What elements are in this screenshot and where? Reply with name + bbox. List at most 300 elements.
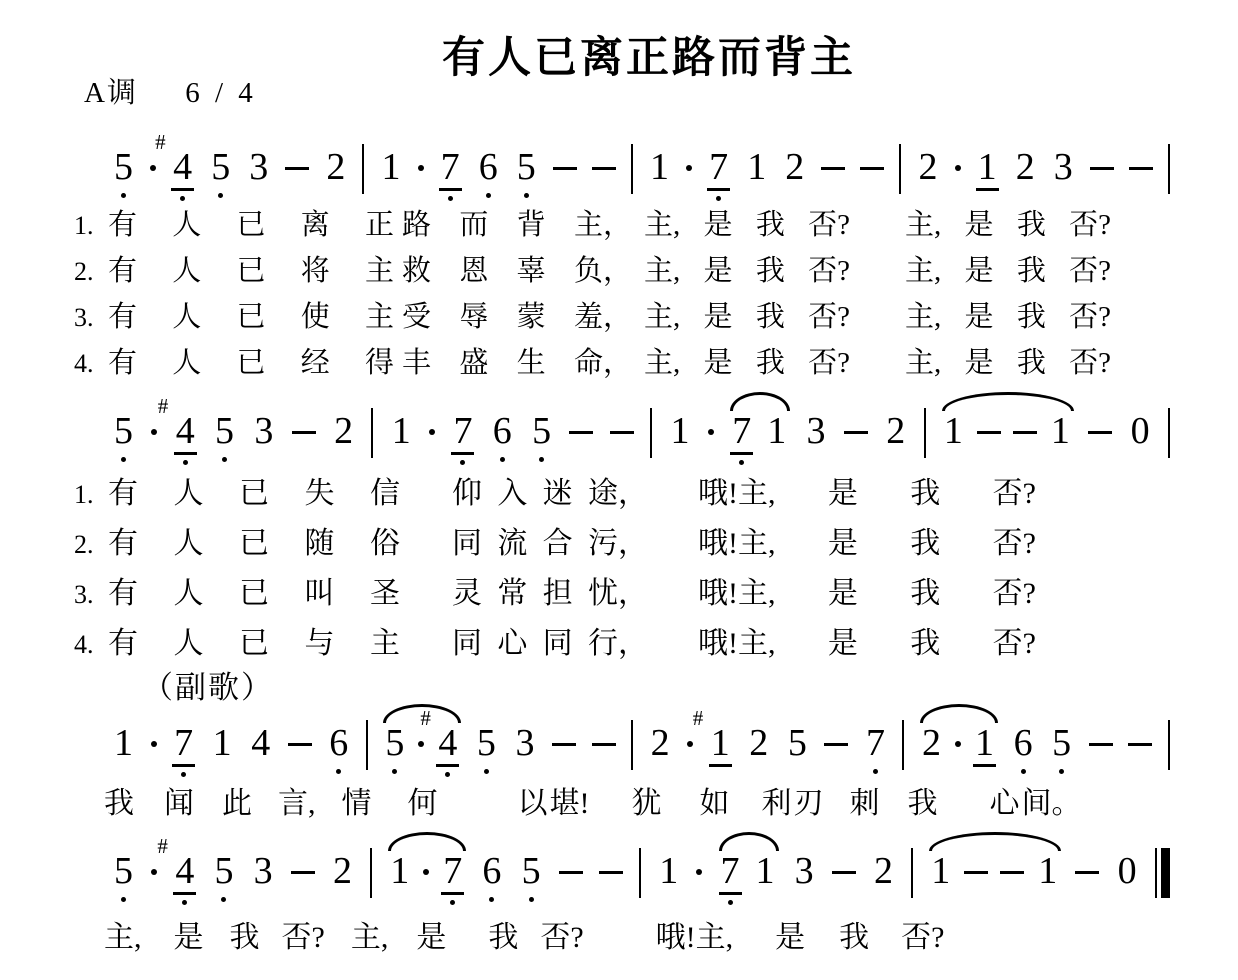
note-digit: 1: [755, 850, 775, 892]
duration-dot: [708, 429, 714, 435]
lyric-char: 已: [236, 255, 266, 287]
note: [249, 722, 272, 764]
note: [520, 850, 543, 902]
duration-dot: [687, 741, 693, 747]
lyric-char: 主,: [644, 347, 681, 379]
lyric-char: 已: [239, 477, 269, 510]
lyric-char: 我: [907, 787, 938, 820]
lyric-char: 叫: [304, 577, 335, 610]
duration-dot: [423, 869, 429, 875]
note-digit: 1: [973, 722, 996, 767]
lyric-char: 人: [173, 477, 204, 510]
note: [331, 850, 354, 892]
barline: [1168, 144, 1170, 194]
duration-dot: [151, 869, 157, 875]
note: [730, 410, 753, 465]
note: [515, 146, 538, 198]
lyric-char: 主,: [905, 255, 942, 287]
note-digit: 2: [334, 410, 354, 452]
duration-dash: [592, 743, 616, 746]
lyric-char: 是: [827, 627, 858, 660]
lyric-char: 已: [236, 209, 266, 241]
low-octave-dot: [392, 769, 397, 774]
lyric-char: 辱: [459, 301, 489, 333]
lyric-char: 是: [703, 347, 733, 379]
chorus-label: （副歌）: [142, 670, 274, 705]
note-digit: 5: [532, 410, 552, 452]
lyric-char: 主,: [104, 921, 142, 954]
duration-dot: [418, 165, 424, 171]
lyric-char: 已: [239, 527, 269, 560]
note: [477, 146, 500, 198]
lyric-char: 已: [239, 577, 269, 610]
note: [252, 850, 275, 892]
lyric-char: 担: [542, 577, 573, 610]
low-octave-dot: [728, 900, 733, 905]
note-digit: 7: [707, 146, 730, 191]
note-digit: 1: [670, 410, 690, 452]
note-digit: 7: [730, 410, 753, 455]
note-digit: 2: [326, 146, 346, 188]
lyric-char: 我: [755, 301, 785, 333]
lyric-char: 否?: [992, 627, 1036, 660]
note: [1129, 410, 1152, 452]
lyric-char: 忧，: [587, 577, 648, 610]
duration-dash: [1090, 167, 1114, 170]
lyric-char: 人: [172, 301, 202, 333]
lyric-char: 是: [827, 477, 858, 510]
note-digit: 3: [794, 850, 814, 892]
note: [765, 410, 788, 452]
note-digit: 5: [516, 146, 536, 188]
duration-dash: [553, 167, 577, 170]
note-digit: 1: [931, 850, 951, 892]
lyric-char: 离: [300, 209, 330, 241]
slur-group: [730, 410, 788, 465]
lyric-char: 主: [364, 301, 394, 333]
time-signature: 6 / 4: [185, 77, 257, 109]
lyric-char: 俗: [370, 527, 400, 560]
note: [942, 410, 965, 452]
low-octave-dot: [182, 900, 187, 905]
note-digit: 2: [918, 146, 938, 188]
duration-dot: [418, 741, 424, 747]
note-digit: 4: [174, 410, 197, 455]
duration-dot: [686, 165, 692, 171]
lyric-char: 哦!主,: [655, 921, 734, 954]
note-digit: 5: [385, 722, 405, 764]
note-digit: 3: [806, 410, 826, 452]
lyric-char: 刺: [849, 787, 880, 820]
music-line-2: [112, 394, 1170, 474]
note: [475, 722, 498, 774]
lyric-char: 否?: [992, 527, 1036, 560]
note: [390, 410, 413, 452]
note-digit: 1: [976, 146, 999, 191]
verse-number: 3.: [74, 303, 94, 332]
lyric-segment: [644, 340, 850, 381]
note: [157, 834, 196, 905]
lyric-char: 与: [304, 627, 335, 660]
verse-row: [0, 618, 1238, 668]
duration-dash: [610, 431, 634, 434]
lyric-segment: [905, 202, 1111, 243]
lyric-char: 救: [402, 255, 432, 287]
lyric-char: 否?: [1069, 255, 1111, 287]
low-octave-dot: [484, 769, 489, 774]
lyric-char: 否?: [808, 301, 850, 333]
lyric-char: 有: [108, 255, 138, 287]
note-digit: 5: [114, 410, 133, 452]
lyric-char: 哦!主,: [698, 627, 776, 660]
lyric-char: 主: [370, 627, 400, 660]
duration-dot: [955, 741, 961, 747]
lyric-segment: [108, 340, 394, 381]
note: [719, 850, 742, 905]
low-octave-dot: [183, 460, 188, 465]
lyric-char: 否?: [808, 209, 850, 241]
lyric-char: 主,: [644, 301, 681, 333]
note-digit: 1: [114, 722, 133, 764]
lyric-char: 是: [827, 527, 858, 560]
note-digit: 5: [521, 850, 541, 892]
lyric-segment: [905, 248, 1111, 289]
lyric-segment: [698, 518, 1036, 562]
note: [657, 850, 680, 892]
lyric-char: 主，: [573, 209, 632, 241]
lyric-segment: [644, 202, 850, 243]
note-digit: 7: [439, 146, 462, 191]
lyric-char: 哦!主,: [698, 577, 776, 610]
note: [649, 722, 672, 764]
lyric-char: 是: [703, 209, 733, 241]
lyric-char: 路: [402, 209, 432, 241]
note: [247, 146, 270, 188]
lyric-char: 否?: [281, 921, 325, 954]
lyric-char: 我: [1016, 209, 1046, 241]
duration-dash: [552, 743, 576, 746]
lyric-char: 污，: [587, 527, 648, 560]
lyric-segment: [108, 518, 400, 562]
note-digit: 5: [1052, 722, 1072, 764]
lyric-char: 主: [364, 255, 394, 287]
slur-arc: [942, 392, 1074, 411]
sharp-icon: #: [155, 130, 166, 154]
slur-arc: [920, 704, 998, 723]
lyric-char: 主,: [905, 347, 942, 379]
lyric-segment: [644, 248, 850, 289]
note-digit: 2: [749, 722, 769, 764]
duration-dash: [860, 167, 884, 170]
duration-dash: [844, 431, 868, 434]
lyric-char: 否?: [1069, 209, 1111, 241]
lyric-char: 主,: [905, 209, 942, 241]
note-digit: 7: [441, 850, 464, 895]
lyric-char: 受: [402, 301, 432, 333]
lyric-char: 使: [300, 301, 330, 333]
low-octave-dot: [529, 897, 534, 902]
lyric-segment: [108, 568, 400, 612]
lyric-char: 是: [964, 347, 994, 379]
note: [793, 850, 816, 892]
lyric-char: 迷: [542, 477, 573, 510]
low-octave-dot: [489, 897, 494, 902]
barline: [366, 720, 368, 770]
lyric-char: 否?: [901, 921, 945, 954]
note-digit: 3: [254, 410, 274, 452]
lyric-char: 否?: [1069, 347, 1111, 379]
lyric-char: 途，: [587, 477, 648, 510]
lyric-char: 合: [542, 527, 573, 560]
song-title: 有人已离正路而背主: [442, 34, 856, 82]
low-octave-dot: [524, 193, 529, 198]
note: [112, 722, 135, 764]
duration-dash: [964, 871, 988, 874]
duration-dash: [569, 431, 593, 434]
note: [380, 146, 403, 188]
note-digit: 6: [1013, 722, 1033, 764]
lyric-char: 人: [172, 255, 202, 287]
note: [929, 850, 952, 892]
note: [332, 410, 355, 452]
lyric-char: 我: [755, 347, 785, 379]
lyric-char: 有: [108, 577, 138, 610]
verse-row: [0, 518, 1238, 568]
low-octave-dot: [121, 193, 126, 198]
verse-section-1: [0, 202, 1238, 386]
note: [1116, 850, 1139, 892]
verse-number: 1.: [74, 480, 94, 509]
duration-dash: [1000, 871, 1024, 874]
lyric-char: 堪!: [549, 787, 590, 820]
lyric-char: 言,: [278, 787, 316, 820]
lyric-char: 有: [108, 527, 138, 560]
lyric-char: 我: [1016, 255, 1046, 287]
lyric-segment: [452, 618, 648, 662]
lyric-char: 盛: [459, 347, 489, 379]
note-digit: 5: [476, 722, 496, 764]
lyric-char: 否?: [1069, 301, 1111, 333]
slur-group: [929, 850, 1059, 892]
note: [212, 850, 235, 902]
note: [669, 410, 692, 452]
lyric-char: 命，: [573, 347, 632, 379]
note-digit: 5: [787, 722, 807, 764]
note-digit: 2: [886, 410, 906, 452]
lyric-char: 灵: [452, 577, 482, 610]
lyric-segment: [698, 468, 1036, 512]
lyric-segment: [108, 202, 394, 243]
note: [754, 850, 777, 892]
lyric-char: 得: [364, 347, 394, 379]
low-octave-dot: [448, 196, 453, 201]
lyric-char: 有: [108, 209, 138, 241]
duration-dash: [1013, 431, 1037, 434]
lyric-char: 正: [364, 209, 394, 241]
sharp-icon: #: [157, 834, 168, 858]
chorus-lyrics-line: [0, 778, 1238, 822]
lyric-char: 我: [1016, 301, 1046, 333]
note: [211, 722, 234, 764]
music-line-3: [112, 706, 1170, 786]
duration-dot: [429, 429, 435, 435]
lyric-segment: [108, 468, 400, 512]
duration-dash: [559, 871, 583, 874]
lyric-char: 心: [497, 627, 528, 660]
duration-dash: [1075, 871, 1099, 874]
note: [884, 410, 907, 452]
duration-dash: [1089, 743, 1113, 746]
verse-row: [0, 202, 1238, 248]
low-octave-dot: [218, 193, 223, 198]
lyric-char: 人: [173, 527, 204, 560]
note: [172, 722, 195, 777]
lyric-char: 已: [239, 627, 269, 660]
barline: [899, 144, 901, 194]
low-octave-dot: [1021, 769, 1026, 774]
low-octave-dot: [739, 460, 744, 465]
note-digit: 1: [709, 722, 732, 767]
duration-dash: [291, 871, 315, 874]
lyric-segment: [698, 568, 1036, 612]
verse-row: [0, 294, 1238, 340]
verse-number: 4.: [74, 630, 94, 659]
note: [491, 410, 514, 462]
lyric-char: 否?: [808, 347, 850, 379]
music-line-4: [112, 834, 1170, 914]
slur-arc: [388, 832, 466, 851]
lyric-char: 同: [542, 627, 573, 660]
low-octave-dot: [486, 193, 491, 198]
lyric-char: 是: [775, 921, 806, 954]
lyric-segment: [402, 248, 632, 289]
lyric-segment: [698, 618, 1036, 662]
note: [441, 850, 464, 905]
note: [252, 410, 275, 452]
note-digit: 1: [747, 146, 767, 188]
verse-row: [0, 568, 1238, 618]
verse-number: 3.: [74, 580, 94, 609]
verse-row: [0, 248, 1238, 294]
note: [805, 410, 828, 452]
note-digit: 7: [719, 850, 742, 895]
barline: [1168, 408, 1170, 458]
note-digit: 2: [785, 146, 805, 188]
note: [157, 394, 197, 465]
duration-dash: [1129, 167, 1153, 170]
slur-group: [942, 410, 1072, 452]
note: [973, 722, 996, 767]
lyric-char: 丰: [402, 347, 432, 379]
note: [707, 146, 730, 201]
lyric-char: 犹: [631, 787, 662, 820]
note-digit: 2: [1015, 146, 1035, 188]
lyric-segment: [402, 294, 632, 335]
note: [112, 410, 135, 462]
note: [530, 410, 553, 462]
slur-arc: [730, 392, 790, 411]
note-digit: 1: [212, 722, 232, 764]
note-digit: 3: [515, 722, 535, 764]
duration-dash: [592, 167, 616, 170]
note: [327, 722, 350, 774]
note-digit: 1: [943, 410, 963, 452]
note-digit: 2: [650, 722, 670, 764]
note-digit: 6: [482, 850, 502, 892]
final-barline-thick: [1161, 848, 1170, 898]
slur-group: [383, 706, 459, 777]
lyric-char: 有: [108, 477, 138, 510]
note: [917, 146, 940, 188]
lyric-segment: [402, 202, 632, 243]
slur-arc: [929, 832, 1061, 851]
note-digit: 6: [329, 722, 349, 764]
lyric-char: 入: [497, 477, 528, 510]
lyric-char: 我: [755, 255, 785, 287]
low-octave-dot: [121, 897, 126, 902]
barline: [924, 408, 926, 458]
note-digit: 3: [1053, 146, 1073, 188]
lyric-segment: [644, 294, 850, 335]
duration-dash: [1128, 743, 1152, 746]
note: [648, 146, 671, 188]
final-barline-thin: [1155, 848, 1157, 898]
note-digit: 7: [451, 410, 474, 455]
lyric-char: 失: [304, 477, 335, 510]
lyric-segment: [905, 340, 1111, 381]
lyric-char: 常: [497, 577, 528, 610]
note-digit: 5: [214, 850, 234, 892]
note: [1012, 722, 1035, 774]
note-digit: 2: [873, 850, 893, 892]
key-meter-row: [84, 70, 257, 111]
lyric-char: 蒙: [516, 301, 546, 333]
verse-number: 4.: [74, 349, 94, 378]
note-digit: 4: [171, 146, 194, 191]
music-line-1: [112, 130, 1170, 210]
lyric-char: 是: [827, 577, 858, 610]
note: [388, 850, 411, 892]
lyric-char: 是: [703, 301, 733, 333]
duration-dash: [285, 167, 309, 170]
lyric-char: 我: [1016, 347, 1046, 379]
barline: [902, 720, 904, 770]
note: [1050, 722, 1073, 774]
note-digit: 2: [332, 850, 352, 892]
lyric-char: 哦!主,: [698, 527, 776, 560]
lyric-char: 圣: [370, 577, 400, 610]
lyric-char: 我: [839, 921, 870, 954]
lyric-char: 人: [172, 209, 202, 241]
low-octave-dot: [539, 457, 544, 462]
lyric-char: 已: [236, 301, 266, 333]
lyric-char: 主,: [644, 255, 681, 287]
note: [747, 722, 770, 764]
note: [920, 722, 943, 764]
note: [783, 146, 806, 188]
verse-number: 1.: [74, 211, 94, 240]
note: [112, 146, 135, 198]
verse-row: [0, 468, 1238, 518]
note: [451, 410, 474, 465]
sharp-icon: #: [420, 706, 431, 730]
low-octave-dot: [221, 897, 226, 902]
lyric-char: 生: [516, 347, 546, 379]
note: [692, 706, 732, 767]
lyric-char: 如: [699, 787, 730, 820]
lyric-char: 同: [452, 627, 482, 660]
note: [1036, 850, 1059, 892]
